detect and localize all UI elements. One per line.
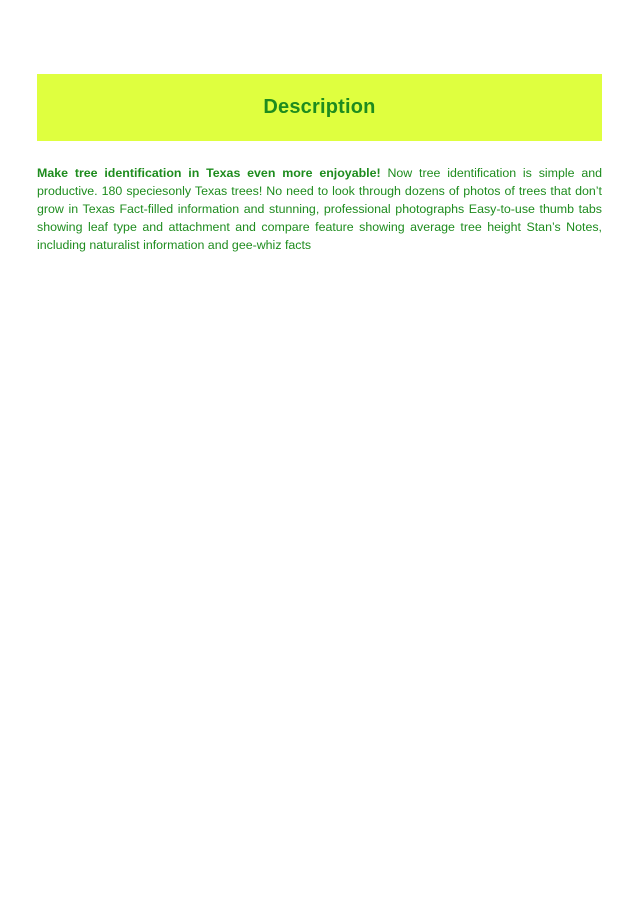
description-heading: Description <box>263 96 376 118</box>
description-lead-sentence: Make tree identification in Texas even more enjoyable! <box>37 166 381 180</box>
description-body-text: Now tree identification is simple and productive. 180 speciesonly Texas trees! No need to look through dozens of photos of trees that don’t grow in Texas Fact-filled information and stunning, professional photographs Easy-to-use thumb tabs showing leaf type and attachment and compare feature showing average tree height Stan’s Notes, including naturalist information and gee-whiz facts <box>37 166 602 252</box>
description-paragraph <box>37 164 602 254</box>
description-header-band <box>37 74 602 141</box>
